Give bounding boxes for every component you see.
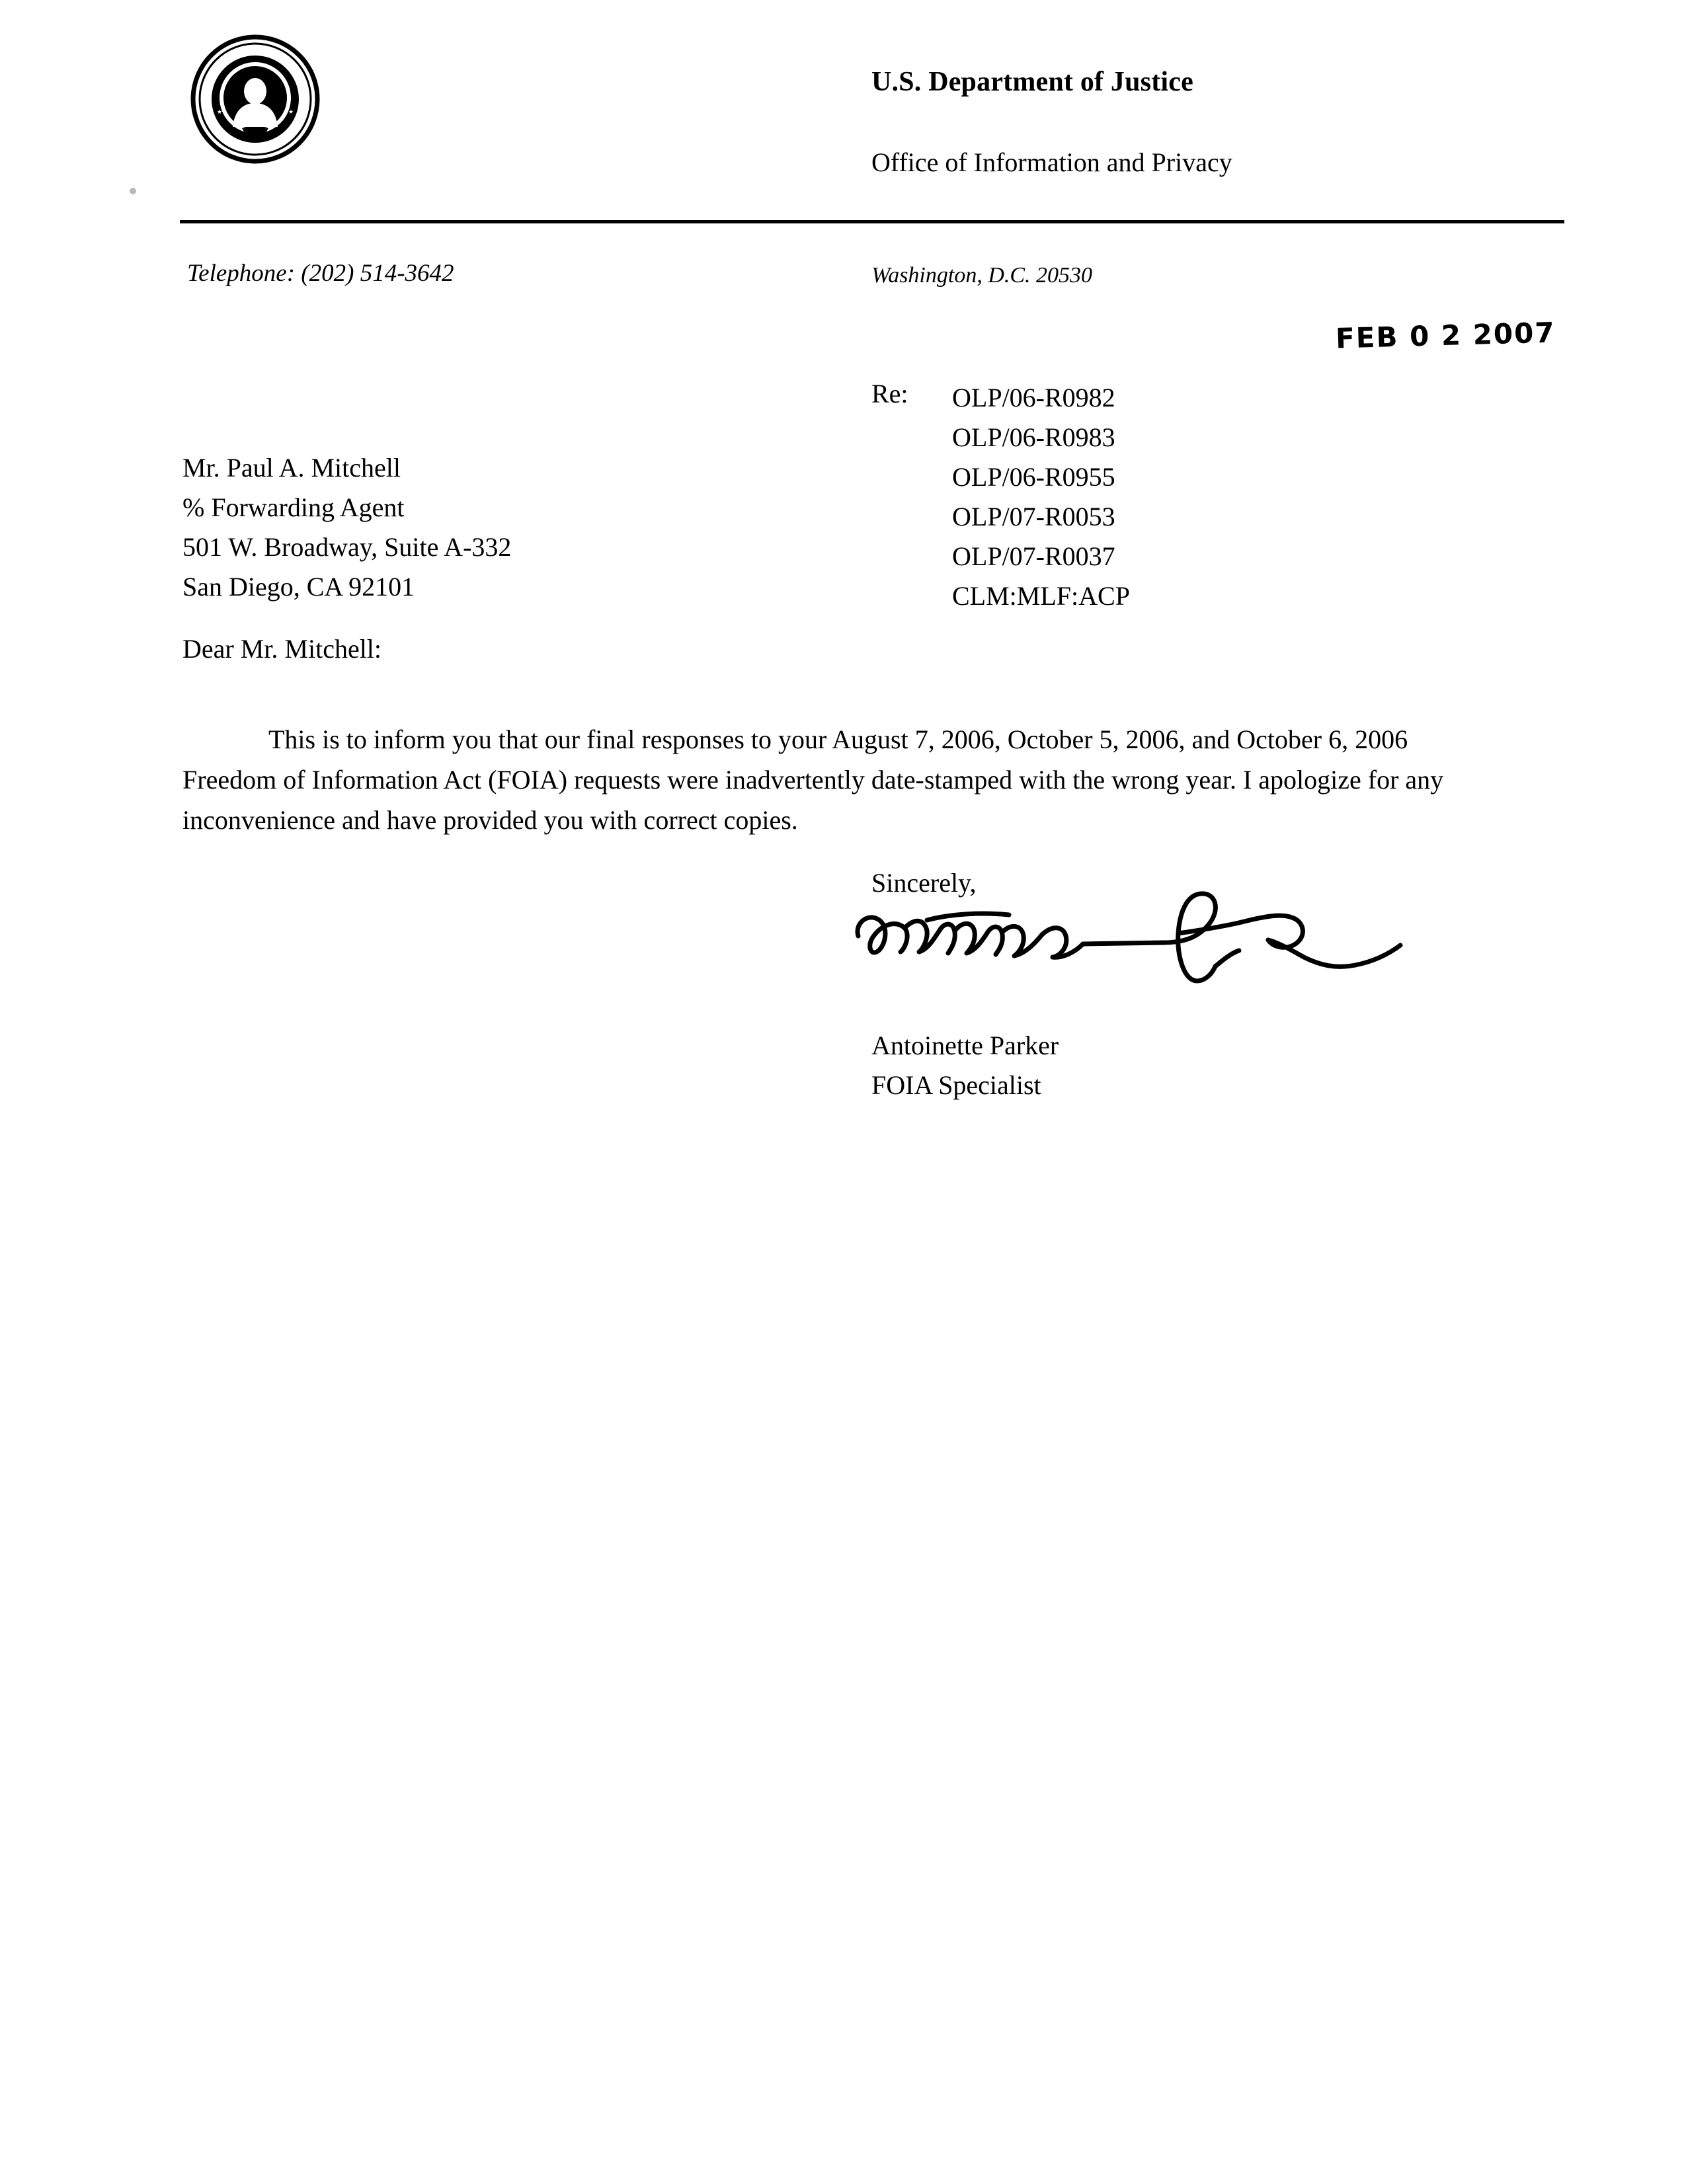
city-line: Washington, D.C. 20530 <box>871 263 1093 288</box>
addressee-block <box>182 448 511 607</box>
reference-label: Re: <box>871 379 908 409</box>
reference-number: OLP/06-R0983 <box>952 422 1115 452</box>
addressee-line: San Diego, CA 92101 <box>182 572 415 602</box>
signer-block <box>871 1026 1059 1105</box>
doj-seal-icon <box>190 34 320 164</box>
svg-text:★: ★ <box>288 109 294 116</box>
svg-text:★: ★ <box>278 54 284 60</box>
signer-name: Antoinette Parker <box>871 1031 1059 1060</box>
reference-number: OLP/07-R0053 <box>952 502 1115 531</box>
signer-title: FOIA Specialist <box>871 1070 1041 1100</box>
date-stamp: FEB 0 2 2007 <box>1335 316 1556 355</box>
reference-numbers <box>952 378 1130 616</box>
addressee-line: % Forwarding Agent <box>182 492 405 522</box>
department-title: U.S. Department of Justice <box>871 67 1193 97</box>
valediction: Sincerely, <box>871 868 977 898</box>
reference-number: OLP/07-R0037 <box>952 541 1115 571</box>
reference-number: OLP/06-R0955 <box>952 462 1115 492</box>
reference-number: CLM:MLF:ACP <box>952 581 1130 611</box>
handwritten-signature <box>853 879 1435 1011</box>
office-title: Office of Information and Privacy <box>871 147 1232 177</box>
salutation: Dear Mr. Mitchell: <box>182 634 382 664</box>
scan-artifact-speck <box>130 188 136 194</box>
addressee-line: 501 W. Broadway, Suite A-332 <box>182 532 512 562</box>
svg-text:★: ★ <box>229 54 235 60</box>
svg-text:★: ★ <box>217 109 223 116</box>
header-divider <box>180 220 1564 223</box>
body-paragraph: This is to inform you that our final responses to your August 7, 2006, October 5, 2006, and October 6, 2006 Freedom of Information Act (FOIA) requests were inadvertently date-stamped with the wrong year. I apologize for any inconvenience and have provided you with correct copies. <box>182 724 1444 835</box>
addressee-line: Mr. Paul A. Mitchell <box>182 453 401 483</box>
telephone-line: Telephone: (202) 514-3642 <box>187 260 454 287</box>
reference-number: OLP/06-R0982 <box>952 383 1115 412</box>
